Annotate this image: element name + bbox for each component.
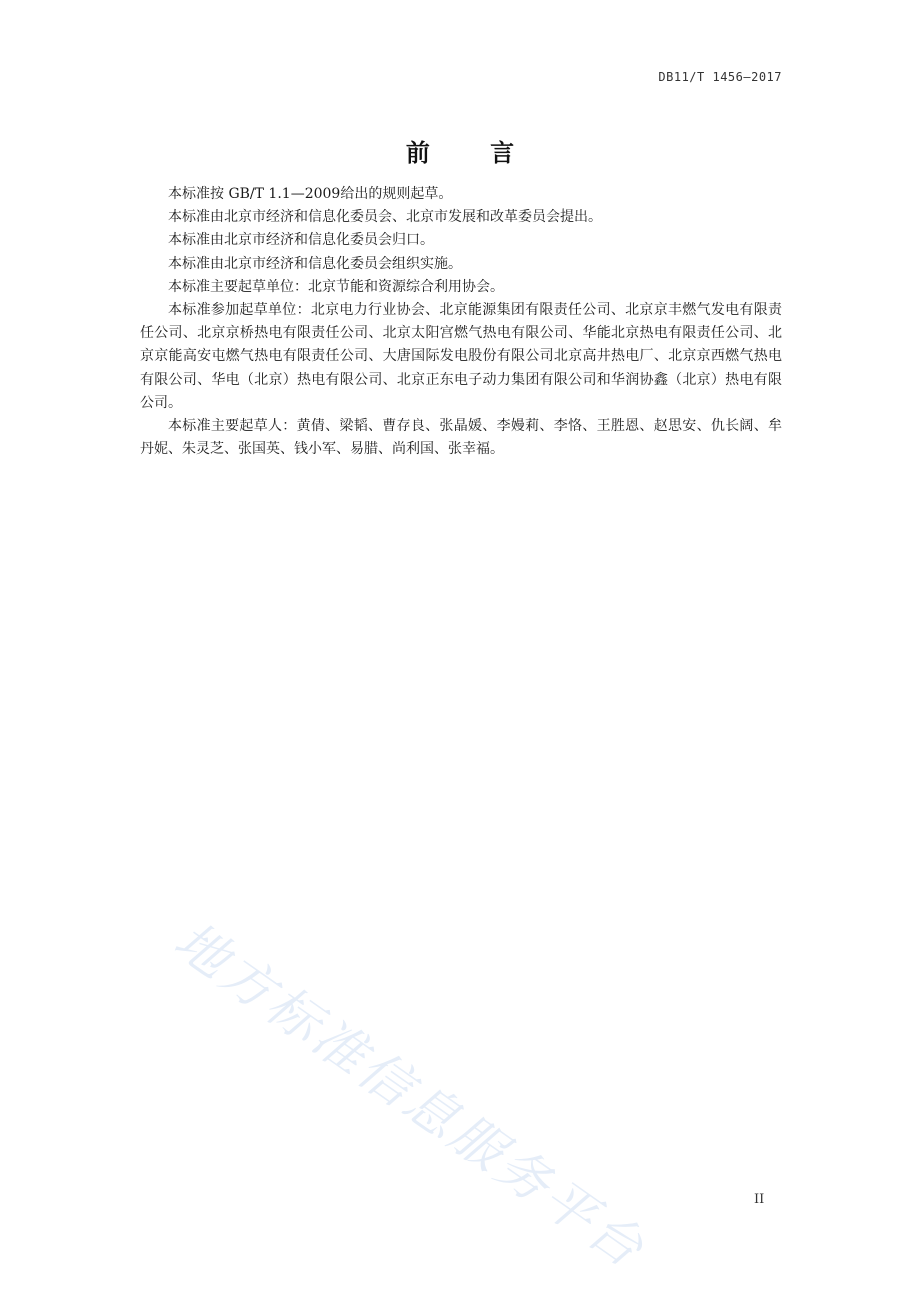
document-body: [140, 183, 782, 461]
watermark: 地方标准信息服务平台: [163, 910, 657, 1282]
paragraph-participating-units: 本标准参加起草单位：北京电力行业协会、北京能源集团有限责任公司、北京京丰燃气发电有限责任公司、北京京桥热电有限责任公司、北京太阳宫燃气热电有限公司、华能北京热电有限责任公司、北京京能高安屯燃气热电有限责任公司、大唐国际发电股份有限公司北京高井热电厂、北京京西燃气热电有限公司、华电（北京）热电有限公司、北京正东电子动力集团有限公司和华润协鑫（北京）热电有限公司。: [140, 302, 782, 411]
page-title: 前 言: [405, 139, 541, 167]
document-code: DB11/T 1456—2017: [658, 70, 782, 84]
paragraph-main-drafting-unit: 本标准主要起草单位：北京节能和资源综合利用协会。: [168, 278, 504, 295]
paragraph-drafting-rules: 本标准按 GB/T 1.1—2009给出的规则起草。: [168, 186, 453, 202]
paragraph-centralized-unit: 本标准由北京市经济和信息化委员会归口。: [168, 232, 434, 249]
paragraph-main-drafters: 本标准主要起草人：黄倩、梁韬、曹存良、张晶媛、李嫚莉、李恪、王胜恩、赵思安、仇长阔、牟丹妮、朱灵芝、张国英、钱小军、易腊、尚利国、张幸福。: [140, 418, 782, 458]
paragraph-proposer: 本标准由北京市经济和信息化委员会、北京市发展和改革委员会提出。: [168, 209, 602, 226]
page-number: II: [754, 1192, 765, 1207]
paragraph-implementing-unit: 本标准由北京市经济和信息化委员会组织实施。: [168, 255, 462, 272]
